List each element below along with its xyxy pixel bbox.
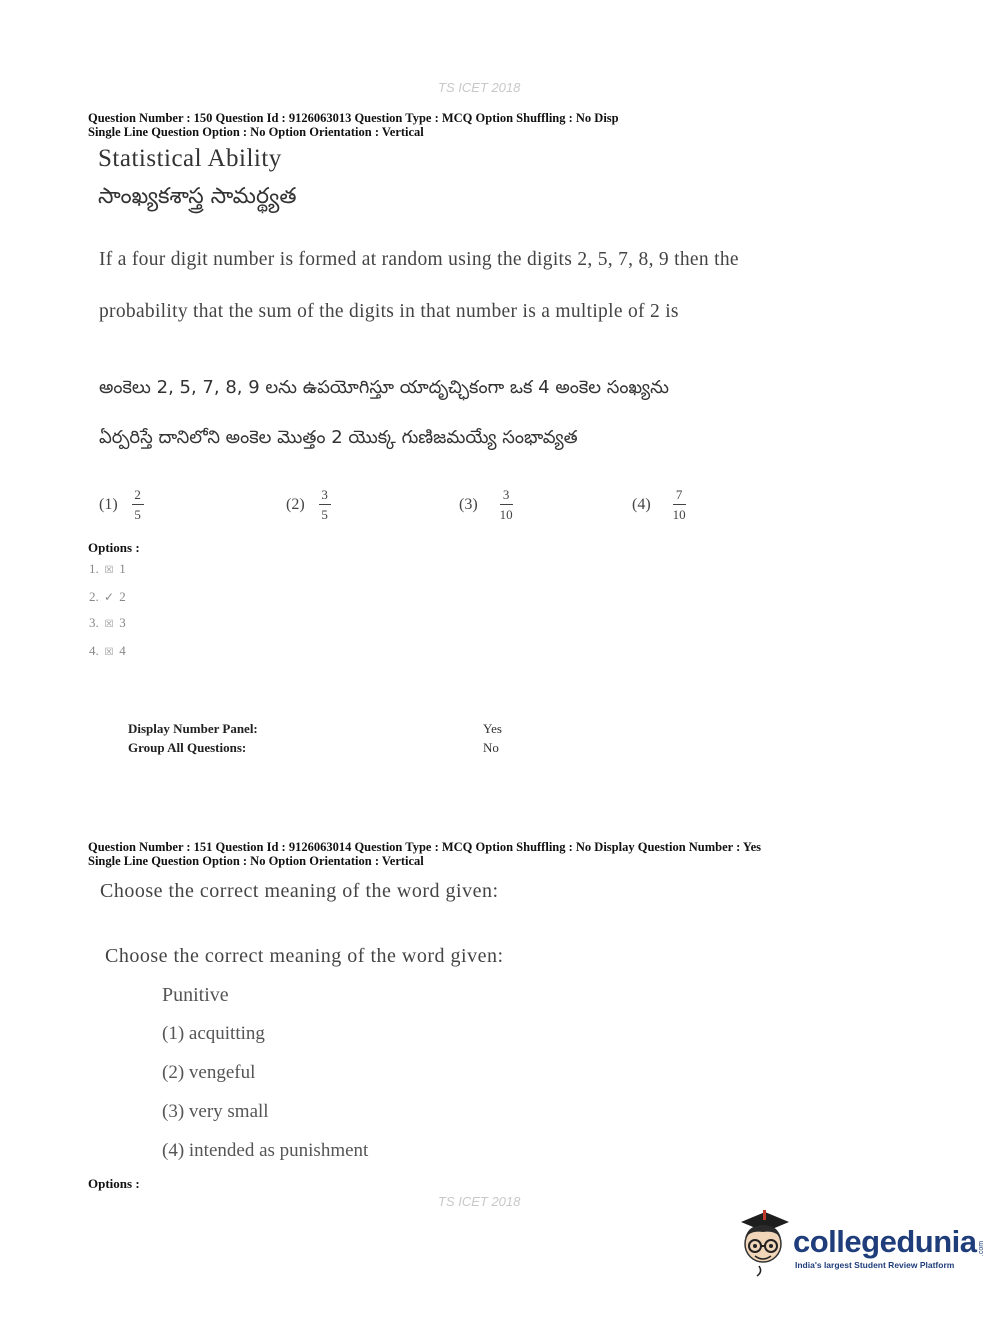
numerator: 3 [321, 487, 328, 502]
option-value: 2 [119, 589, 126, 604]
denominator: 10 [672, 507, 686, 522]
watermark-top: TS ICET 2018 [438, 80, 521, 95]
q150-text-te-1: అంకెలు 2, 5, 7, 8, 9 లను ఉపయోగిస్తూ యాదృచ్ఛికంగా ఒక 4 అంకెల సంఖ్యను [99, 377, 669, 398]
q150-text-te-2: ఏర్పరిస్తే దానిలోని అంకెల మొత్తం 2 యొక్క గుణిజమయ్యే సంభావ్యత [99, 427, 578, 448]
cross-icon: ☒ [104, 619, 114, 630]
watermark-bottom: TS ICET 2018 [438, 1194, 521, 1209]
q150-options-list [89, 556, 126, 666]
q151-choice-3: (3) very small [162, 1101, 269, 1122]
answer-label: (4) [632, 495, 651, 513]
q151-word: Punitive [162, 984, 229, 1006]
numerator: 2 [134, 487, 141, 502]
logo-suffix: .com [978, 1240, 986, 1256]
option-row [89, 638, 126, 666]
q150-answer-3 [459, 488, 513, 521]
section-title-en: Statistical Ability [98, 145, 282, 172]
q151-heading-repeat: Choose the correct meaning of the word given: [105, 945, 504, 967]
answer-label: (2) [286, 495, 305, 513]
check-icon: ✓ [103, 590, 115, 604]
fraction [319, 488, 331, 521]
q150-meta-line1: Question Number : 150 Question Id : 9126063013 Question Type : MCQ Option Shuffling : No Disp [88, 111, 619, 125]
q150-answer-4 [632, 488, 686, 521]
panel-values [483, 719, 502, 757]
option-value: 3 [119, 615, 126, 630]
display-number-panel-value: Yes [483, 721, 502, 736]
numerator: 7 [675, 487, 683, 502]
option-value: 1 [119, 561, 126, 576]
answer-label: (1) [99, 495, 118, 513]
q151-meta-line2: Single Line Question Option : No Option Orientation : Vertical [88, 854, 424, 868]
logo-name: collegedunia [793, 1224, 977, 1259]
q150-answer-2 [286, 488, 331, 521]
fraction [132, 488, 144, 521]
option-value: 4 [119, 643, 126, 658]
fraction [673, 488, 686, 521]
section-title-te: సాంఖ్యకశాస్త్ర సామర్థ్యత [98, 184, 297, 209]
answer-label: (3) [459, 495, 478, 513]
q151-options-label: Options : [88, 1176, 140, 1191]
option-index: 2. [89, 589, 99, 604]
group-all-questions-label: Group All Questions: [128, 740, 247, 755]
option-index: 1. [89, 561, 99, 576]
q150-text-en-1: If a four digit number is formed at random using the digits 2, 5, 7, 8, 9 then the [99, 249, 739, 270]
numerator: 3 [502, 487, 510, 502]
collegedunia-mascot-icon [735, 1208, 791, 1278]
denominator: 5 [134, 507, 141, 522]
cross-icon: ☒ [104, 565, 114, 576]
option-row [89, 610, 126, 638]
q151-choice-4: (4) intended as punishment [162, 1140, 369, 1161]
q150-answer-1 [99, 488, 144, 521]
logo-tagline: India's largest Student Review Platform [795, 1260, 955, 1270]
q150-text-en-2: probability that the sum of the digits in that number is a multiple of 2 is [99, 301, 679, 322]
option-index: 4. [89, 643, 99, 658]
fraction [500, 488, 513, 521]
group-all-questions-value: No [483, 740, 499, 755]
cross-icon: ☒ [104, 647, 114, 658]
q151-choice-1: (1) acquitting [162, 1023, 265, 1044]
display-number-panel-label: Display Number Panel: [128, 721, 258, 736]
panel-labels [128, 719, 258, 757]
option-row [89, 556, 126, 584]
q150-options-label: Options : [88, 540, 140, 555]
option-row [89, 584, 126, 610]
q151-heading: Choose the correct meaning of the word given: [100, 880, 499, 902]
q151-meta-line1: Question Number : 151 Question Id : 9126063014 Question Type : MCQ Option Shuffling : No Display Question Number : Yes [88, 840, 761, 854]
denominator: 5 [321, 507, 328, 522]
option-index: 3. [89, 615, 99, 630]
q151-choice-2: (2) vengeful [162, 1062, 256, 1083]
q150-meta-line2: Single Line Question Option : No Option Orientation : Vertical [88, 125, 424, 139]
collegedunia-wordmark [793, 1224, 990, 1260]
denominator: 10 [499, 507, 513, 522]
